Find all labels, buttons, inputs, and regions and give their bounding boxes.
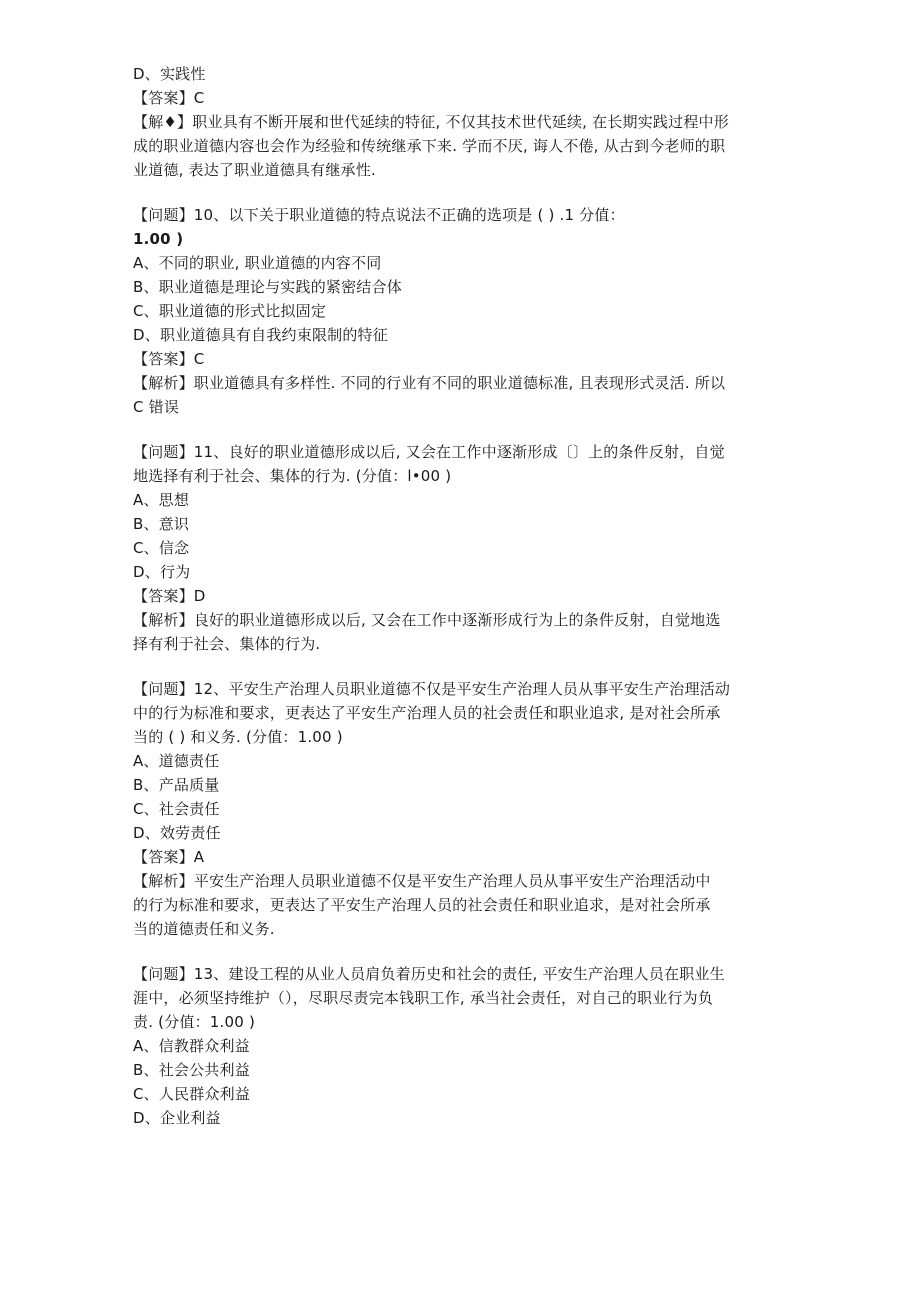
explanation-line: 业道德, 表达了职业道德具有继承性.: [133, 161, 376, 179]
answer: 【答案】D: [133, 587, 206, 605]
question-13-cont: 责. (分值：1.00 ): [133, 1013, 256, 1031]
option-a: A、思想: [133, 491, 190, 509]
option-a: A、道德责任: [133, 752, 220, 770]
question-12-cont: 当的 ( ) 和义务. (分值：1.00 ): [133, 728, 343, 746]
explanation-line: 【解析】平安生产治理人员职业道德不仅是平安生产治理人员从事平安生产治理活动中: [133, 872, 711, 890]
answer: 【答案】A: [133, 848, 205, 866]
answer: 【答案】C: [133, 350, 205, 368]
option-d: D、实践性: [133, 65, 206, 83]
option-c: C、社会责任: [133, 800, 220, 818]
option-b: B、职业道德是理论与实践的紧密结合体: [133, 278, 402, 296]
option-b: B、产品质量: [133, 776, 220, 794]
explanation-line: 的行为标准和要求，更表达了平安生产治理人员的社会责任和职业追求，是对社会所承: [133, 896, 711, 914]
question-12-cont: 中的行为标准和要求，更表达了平安生产治理人员的社会责任和职业追求, 是对社会所承: [133, 704, 721, 722]
explanation-line: C 错误: [133, 398, 180, 416]
answer: 【答案】C: [133, 89, 205, 107]
explanation-line: 当的道德责任和义务.: [133, 920, 275, 938]
option-c: C、职业道德的形式比拟固定: [133, 302, 327, 320]
option-d: D、效劳责任: [133, 824, 221, 842]
spacer: [133, 656, 798, 677]
option-a: A、信教群众利益: [133, 1037, 250, 1055]
option-d: D、行为: [133, 563, 191, 581]
question-13: 【问题】13、建设工程的从业人员肩负着历史和社会的责任, 平安生产治理人员在职业生: [133, 965, 725, 983]
explanation-line: 【解♦】职业具有不断开展和世代延续的特征, 不仅其技术世代延续, 在长期实践过程中形: [133, 113, 729, 131]
question-10-score: 1.00 ): [133, 230, 184, 248]
explanation-line: 【解析】良好的职业道德形成以后, 又会在工作中逐渐形成行为上的条件反射，自觉地选: [133, 611, 721, 629]
spacer: [133, 419, 798, 440]
question-11-cont: 地选择有利于社会、集体的行为. (分值：l•00 ): [133, 467, 452, 485]
spacer: [133, 182, 798, 203]
option-c: C、信念: [133, 539, 190, 557]
question-12: 【问题】12、平安生产治理人员职业道德不仅是平安生产治理人员从事平安生产治理活动: [133, 680, 731, 698]
question-13-cont: 涯中，必须坚持维护（），尽职尽责完本钱职工作, 承当社会责任，对自己的职业行为负: [133, 989, 714, 1007]
option-d: D、职业道德具有自我约束限制的特征: [133, 326, 388, 344]
explanation-line: 择有利于社会、集体的行为.: [133, 635, 321, 653]
option-d: D、企业利益: [133, 1109, 221, 1127]
explanation-line: 【解析】职业道德具有多样性. 不同的行业有不同的职业道德标准, 且表现形式灵活. 所以: [133, 374, 726, 392]
option-c: C、人民群众利益: [133, 1085, 251, 1103]
question-11: 【问题】11、良好的职业道德形成以后, 又会在工作中逐渐形成〔〕上的条件反射，自觉: [133, 443, 725, 461]
spacer: [133, 941, 798, 962]
explanation-line: 成的职业道德内容也会作为经验和传统继承下来. 学而不厌, 诲人不倦, 从古到今老师的职: [133, 137, 726, 155]
option-a: A、不同的职业, 职业道德的内容不同: [133, 254, 382, 272]
option-b: B、意识: [133, 515, 190, 533]
question-10: 【问题】10、以下关于职业道德的特点说法不正确的选项是 ( ) .1 分值：: [133, 206, 625, 224]
option-b: B、社会公共利益: [133, 1061, 250, 1079]
document-page: [133, 62, 798, 1130]
